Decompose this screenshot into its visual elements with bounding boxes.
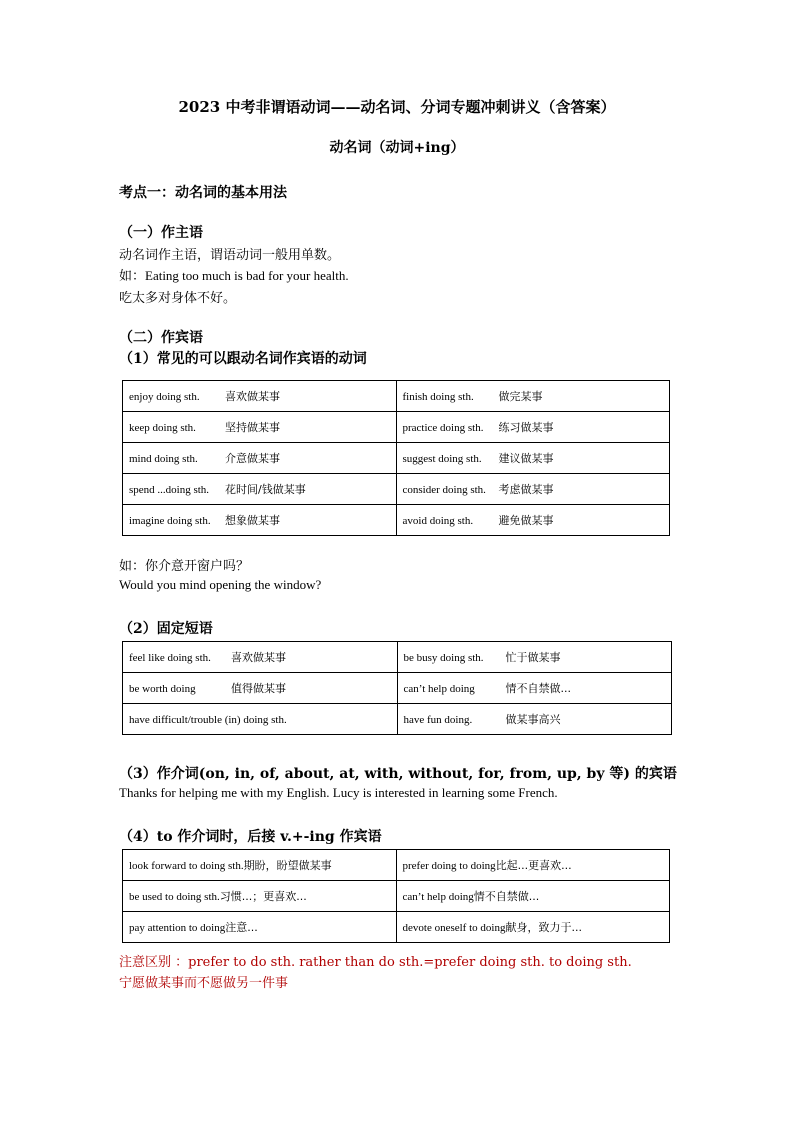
table-cell [396, 850, 670, 881]
table-row [123, 673, 672, 704]
table-row [123, 474, 670, 505]
table-row [123, 881, 670, 912]
phrase-cn: 坚持做某事 [225, 421, 280, 434]
verb-table [122, 380, 670, 536]
page-title: 2023 中考非谓语动词——动名词、分词专题冲刺讲义（含答案） [178, 98, 616, 116]
phrase-en: keep doing sth. [129, 422, 196, 434]
table-cell [396, 881, 670, 912]
table-row [123, 850, 670, 881]
object-sub-heading-1: （1）常见的可以跟动名词作宾语的动词 [119, 351, 367, 367]
subject-example-en: 如：Eating too much is bad for your health. [119, 268, 349, 283]
preposition-object-heading: （3）作介词(on, in, of, about, at, with, without, for, from, up, by 等) 的宾语 [119, 766, 677, 782]
phrase-en: have difficult/trouble (in) doing sth. [129, 713, 287, 726]
subject-rule: 动名词作主语，谓语动词一般用单数。 [119, 248, 341, 263]
phrase-cn: 喜欢做某事 [231, 651, 286, 664]
phrase-en: feel like doing sth. [129, 652, 211, 664]
phrase-cn: 想象做某事 [225, 514, 280, 527]
phrase-cn: 期盼，盼望做某事 [243, 859, 332, 872]
table-cell [123, 673, 398, 704]
table-cell [123, 474, 397, 505]
table-cell [123, 704, 398, 735]
table-cell [396, 505, 670, 536]
phrase-en: imagine doing sth. [129, 515, 211, 527]
subject-example-cn: 吃太多对身体不好。 [119, 291, 237, 306]
table-cell [123, 443, 397, 474]
phrase-en: finish doing sth. [402, 391, 474, 403]
phrase-cn: 花时间/钱做某事 [225, 483, 306, 496]
table-row [123, 443, 670, 474]
phrase-cn: 值得做某事 [231, 682, 286, 695]
subject-heading: （一）作主语 [119, 225, 203, 241]
phrase-cn: 练习做某事 [498, 421, 554, 434]
to-preposition-table [122, 849, 670, 943]
table-cell [396, 474, 670, 505]
phrase-cn: 习惯...；更喜欢... [219, 890, 307, 903]
page-subtitle: 动名词（动词+ing） [329, 140, 465, 156]
table-row [123, 912, 670, 943]
phrase-cn: 注意... [225, 921, 258, 934]
object-heading: （二）作宾语 [119, 330, 203, 346]
table-row [123, 505, 670, 536]
table-cell [123, 881, 397, 912]
phrase-en: have fun doing. [403, 714, 473, 726]
table-cell [123, 381, 397, 412]
phrase-en: devote oneself to doing [402, 922, 506, 934]
table-cell [123, 642, 398, 673]
phrase-cn: 喜欢做某事 [225, 390, 280, 403]
table-cell [396, 443, 670, 474]
phrase-en: spend ...doing sth. [129, 484, 210, 496]
table-cell [396, 912, 670, 943]
phrase-en: be used to doing sth. [129, 891, 220, 903]
note-line: 注意区别 ：prefer to do sth. rather than do sth.=prefer doing sth. to doing sth. [119, 955, 632, 970]
phrase-cn: 情不自禁做... [473, 890, 540, 903]
phrase-en: be busy doing sth. [403, 652, 484, 664]
table-row [123, 642, 672, 673]
section-heading-kaodian-1: 考点一：动名词的基本用法 [119, 185, 287, 201]
phrase-en: suggest doing sth. [402, 453, 482, 465]
phrase-en: mind doing sth. [129, 453, 198, 465]
phrase-cn: 避免做某事 [498, 514, 554, 527]
phrase-en: practice doing sth. [402, 422, 484, 434]
fixed-phrases-heading: （2）固定短语 [119, 621, 213, 637]
phrase-cn: 比起...更喜欢... [495, 859, 572, 872]
phrase-cn: 做完某事 [498, 390, 543, 403]
table-cell [123, 412, 397, 443]
phrase-en: enjoy doing sth. [129, 391, 200, 403]
phrase-en: prefer doing to doing [402, 860, 496, 872]
phrase-cn: 考虑做某事 [498, 483, 554, 496]
preposition-object-example: Thanks for helping me with my English. Lucy is interested in learning some French. [119, 785, 558, 800]
table-cell [396, 381, 670, 412]
table-row [123, 704, 672, 735]
fixed-phrases-table [122, 641, 672, 735]
phrase-en: can’t help doing [402, 891, 474, 903]
table-cell [123, 505, 397, 536]
phrase-en: look forward to doing sth. [129, 860, 244, 872]
object-example-cn: 如：你介意开窗户吗？ [119, 559, 250, 574]
note-meaning: 宁愿做某事而不愿做另一件事 [119, 976, 289, 991]
object-example-en: Would you mind opening the window? [119, 577, 322, 592]
phrase-en: consider doing sth. [402, 484, 486, 496]
to-preposition-heading: （4）to 作介词时，后接 v.+-ing 作宾语 [119, 829, 382, 845]
table-cell [397, 642, 672, 673]
phrase-en: pay attention to doing [129, 922, 226, 934]
phrase-cn: 做某事高兴 [505, 713, 561, 726]
phrase-en: can’t help doing [403, 683, 475, 695]
table-cell [123, 912, 397, 943]
table-cell [123, 850, 397, 881]
table-row [123, 381, 670, 412]
phrase-en: be worth doing [129, 683, 196, 695]
phrase-en: avoid doing sth. [402, 515, 474, 527]
table-cell [397, 673, 672, 704]
table-row [123, 412, 670, 443]
phrase-cn: 献身，致力于... [505, 921, 582, 934]
table-cell [397, 704, 672, 735]
phrase-cn: 忙于做某事 [505, 651, 561, 664]
phrase-cn: 建议做某事 [498, 452, 554, 465]
phrase-cn: 介意做某事 [225, 452, 280, 465]
phrase-cn: 情不自禁做... [505, 682, 571, 695]
table-cell [396, 412, 670, 443]
